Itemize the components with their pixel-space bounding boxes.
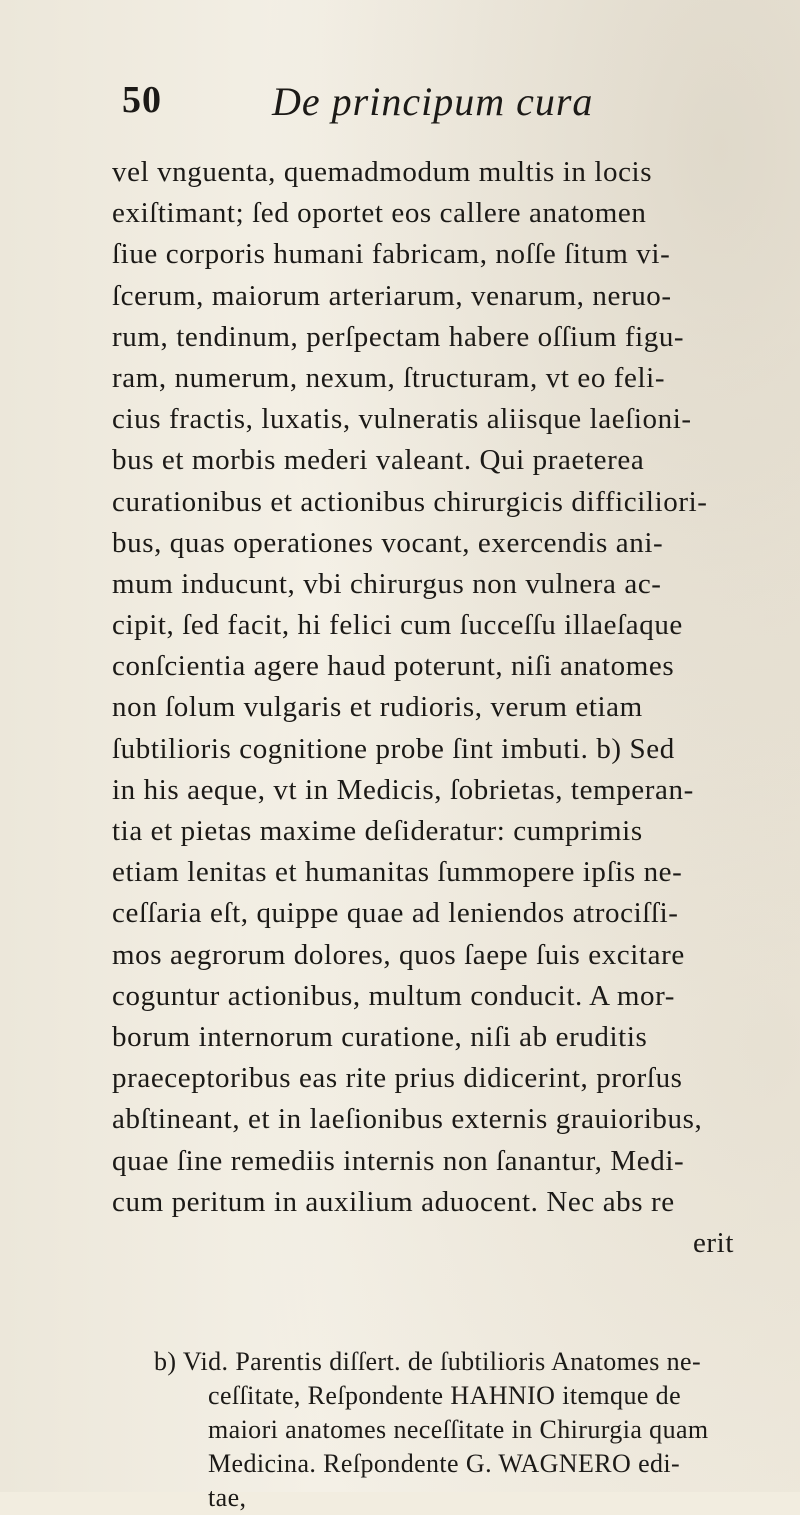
body-line: mum inducunt, vbi chirurgus non vulnera ac- xyxy=(112,567,662,600)
body-line: coguntur actionibus, multum conducit. A mor- xyxy=(112,979,676,1012)
catchword: erit xyxy=(692,1226,734,1259)
running-head: De principum cura xyxy=(272,79,594,124)
footnote-line: b) Vid. Parentis diſſert. de ſubtilioris Anatomes ne- xyxy=(154,1347,702,1376)
page-header xyxy=(122,78,682,128)
body-line: cipit, ſed facit, hi felici cum ſucceſſu illaeſaque xyxy=(112,609,683,642)
body-line: ceſſaria eſt, quippe quae ad leniendos atrociſſi- xyxy=(112,897,679,930)
body-line: tia et pietas maxime deſideratur: cumprimis xyxy=(112,815,643,847)
body-line: cius fractis, luxatis, vulneratis aliisque laeſioni- xyxy=(112,403,692,436)
body-line: mos aegrorum dolores, quos ſaepe ſuis excitare xyxy=(112,938,685,971)
body-line: curationibus et actionibus chirurgicis difficiliori- xyxy=(112,485,708,518)
body-line: conſcientia agere haud poterunt, niſi anatomes xyxy=(112,650,675,683)
body-line: bus, quas operationes vocant, exercendis ani- xyxy=(112,526,664,559)
body-line: cum peritum in auxilium aduocent. Nec abs re xyxy=(112,1185,675,1218)
page-number: 50 xyxy=(122,79,162,121)
body-line: borum internorum curatione, niſi ab eruditis xyxy=(112,1020,648,1053)
footnote-line: tae, xyxy=(208,1483,247,1512)
body-line: non ſolum vulgaris et rudioris, verum etiam xyxy=(112,691,643,724)
footnote-line: Medicina. Reſpondente G. WAGNERO edi- xyxy=(208,1449,681,1478)
body-line: exiſtimant; ſed oportet eos callere anatomen xyxy=(112,197,647,230)
body-line: etiam lenitas et humanitas ſummopere ipſis ne- xyxy=(112,856,683,889)
footnote-line: maiori anatomes neceſſitate in Chirurgia quam xyxy=(208,1415,709,1444)
body-line: ſcerum, maiorum arteriarum, venarum, neruo- xyxy=(112,279,672,312)
footnotes xyxy=(112,1345,792,1515)
body-line: ſiue corporis humani fabricam, noſſe ſitum vi- xyxy=(112,238,671,271)
body-line: abſtineant, et in laeſionibus externis grauioribus, xyxy=(112,1103,703,1136)
body-line: rum, tendinum, perſpectam habere oſſium figu- xyxy=(112,320,685,353)
body-line: bus et morbis mederi valeant. Qui praeterea xyxy=(112,444,645,477)
body-line: ſubtilioris cognitione probe ſint imbuti. b) Sed xyxy=(112,732,675,765)
body-line: vel vnguenta, quemadmodum multis in locis xyxy=(112,156,653,188)
body-line: in his aeque, vt in Medicis, ſobrietas, temperan- xyxy=(112,773,694,806)
body-line: ram, numerum, nexum, ſtructuram, vt eo feli- xyxy=(112,361,666,394)
body-text xyxy=(112,152,772,1264)
body-line: praeceptoribus eas rite prius didicerint, prorſus xyxy=(112,1062,683,1095)
body-line: quae ſine remediis internis non ſanantur, Medi- xyxy=(112,1144,685,1177)
footnote-line: ceſſitate, Reſpondente HAHNIO itemque de xyxy=(208,1381,682,1410)
